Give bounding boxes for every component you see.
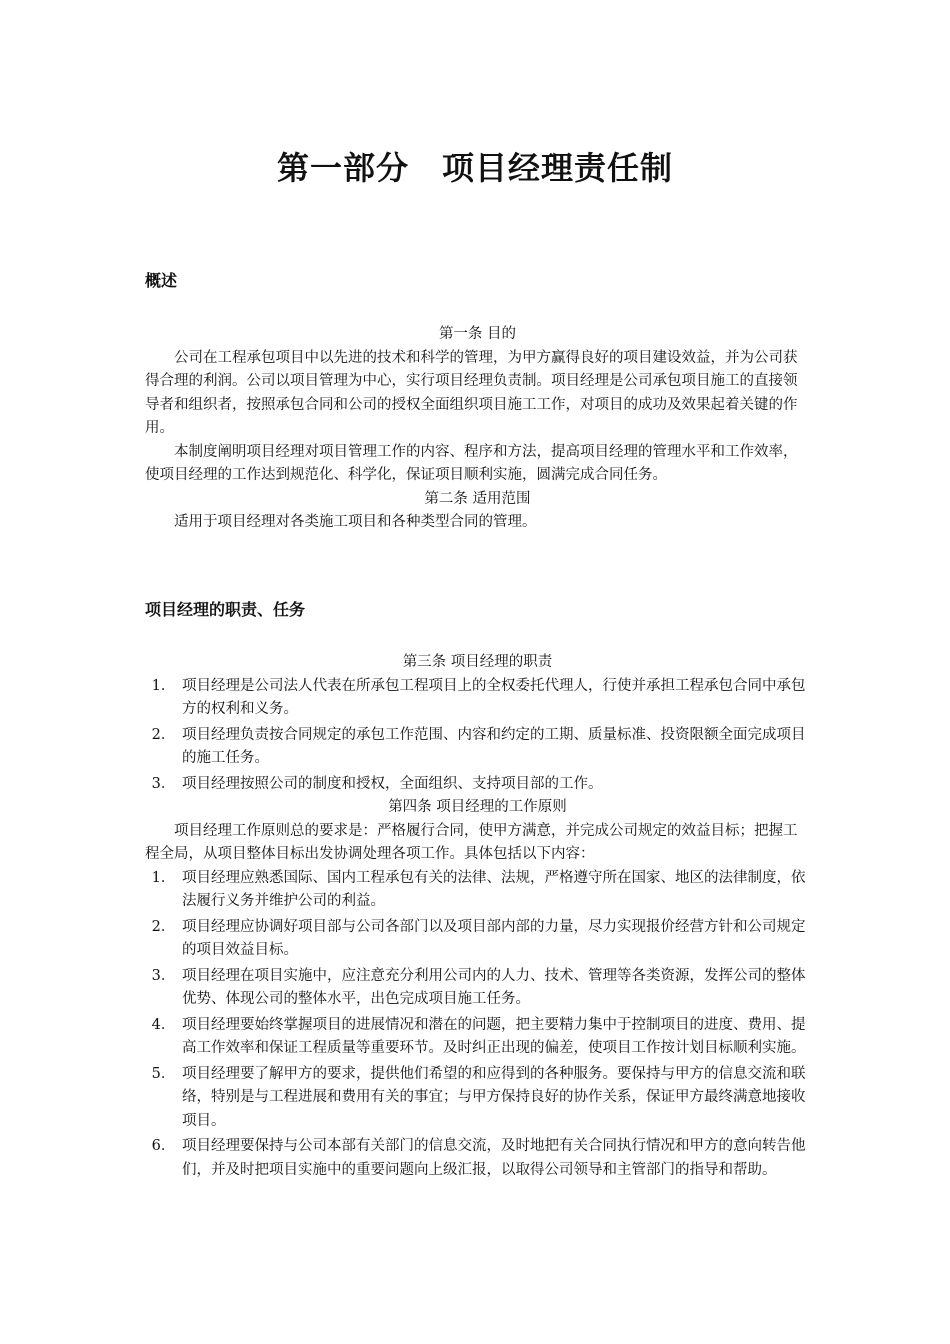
article-4-item: [145, 867, 810, 914]
item-number: 3．: [151, 967, 176, 984]
item-text: 项目经理在项目实施中，应注意充分利用公司内的人力、技术、管理等各类资源，发挥公司的整体优势、体现公司的整体水平，出色完成项目施工任务。: [182, 967, 806, 1007]
article-4-intro: 项目经理工作原则总的要求是：严格履行合同，使甲方满意，并完成公司规定的效益目标；把握工程全局，从项目整体目标出发协调处理各项工作。具体包括以下内容：: [145, 822, 798, 862]
article-4-item: [145, 1063, 810, 1134]
item-number: 1．: [151, 869, 176, 886]
item-text: 项目经理要始终掌握项目的进展情况和潜在的问题，把主要精力集中于控制项目的进度、费用、提高工作效率和保证工程质量等重要环节。及时纠正出现的偏差，使项目工作按计划目标顺利实施。: [182, 1016, 806, 1056]
page-title: 第一部分 项目经理责任制: [276, 149, 673, 187]
section-heading-duties: 项目经理的职责、任务: [145, 600, 306, 619]
article-1-paragraph-1: 公司在工程承包项目中以先进的技术和科学的管理，为甲方赢得良好的项目建设效益，并为公司获得合理的利润。公司以项目管理为中心，实行项目经理负责制。项目经理是公司承包项目施工的直接领导者和组织者，按照承包合同和公司的授权全面组织项目施工工作，对项目的成功及效果起着关键的作用。: [145, 349, 798, 436]
item-number: 2．: [151, 726, 176, 743]
item-text: 项目经理按照公司的制度和授权，全面组织、支持项目部的工作。: [182, 775, 603, 792]
article-4-item: [145, 1014, 810, 1061]
item-text: 项目经理负责按合同规定的承包工作范围、内容和约定的工期、质量标准、投资限额全面完成项目的施工任务。: [182, 726, 806, 766]
item-number: 2．: [151, 918, 176, 935]
article-3-item: [145, 773, 810, 797]
article-3-heading: 第三条 项目经理的职责: [402, 654, 553, 670]
item-text: 项目经理是公司法人代表在所承包工程项目上的全权委托代理人，行使并承担工程承包合同中承包方的权利和义务。: [182, 677, 806, 717]
article-3-item: [145, 675, 810, 722]
article-1-paragraph-2: 本制度阐明项目经理对项目管理工作的内容、程序和方法，提高项目经理的管理水平和工作效率，使项目经理的工作达到规范化、科学化，保证项目顺利实施，圆满完成合同任务。: [145, 443, 798, 483]
item-number: 4．: [151, 1016, 176, 1033]
article-3-item: [145, 724, 810, 771]
article-2-paragraph: 适用于项目经理对各类施工项目和各种类型合同的管理。: [174, 514, 537, 530]
section-heading-overview: 概述: [145, 271, 178, 290]
item-number: 6．: [151, 1138, 176, 1154]
item-text: 项目经理要了解甲方的要求，提供他们希望的和应得到的各种服务。要保持与甲方的信息交流和联络，特别是与工程进展和费用有关的事宜；与甲方保持良好的协作关系，保证甲方最终满意地接收项目。: [182, 1065, 806, 1129]
article-1: [145, 323, 810, 535]
article-4-item: [145, 965, 810, 1012]
article-4-item: [145, 916, 810, 963]
article-4-heading: 第四条 项目经理的工作原则: [388, 799, 567, 815]
item-number: 3．: [151, 775, 176, 792]
article-3: [145, 651, 810, 1182]
item-number: 5．: [151, 1065, 176, 1082]
item-text: 项目经理应熟悉国际、国内工程承包有关的法律、法规，严格遵守所在国家、地区的法律制度，依法履行义务并维护公司的利益。: [182, 869, 806, 909]
article-2-heading: 第二条 适用范围: [424, 490, 531, 507]
item-number: 1．: [151, 677, 176, 694]
article-1-heading: 第一条 目的: [438, 326, 517, 342]
article-4-item: [145, 1135, 810, 1182]
item-text: 项目经理要保持与公司本部有关部门的信息交流，及时地把有关合同执行情况和甲方的意向转告他们，并及时把项目实施中的重要问题向上级汇报，以取得公司领导和主管部门的指导和帮助。: [182, 1138, 806, 1178]
item-text: 项目经理应协调好项目部与公司各部门以及项目部内部的力量，尽力实现报价经营方针和公司规定的项目效益目标。: [182, 918, 806, 958]
